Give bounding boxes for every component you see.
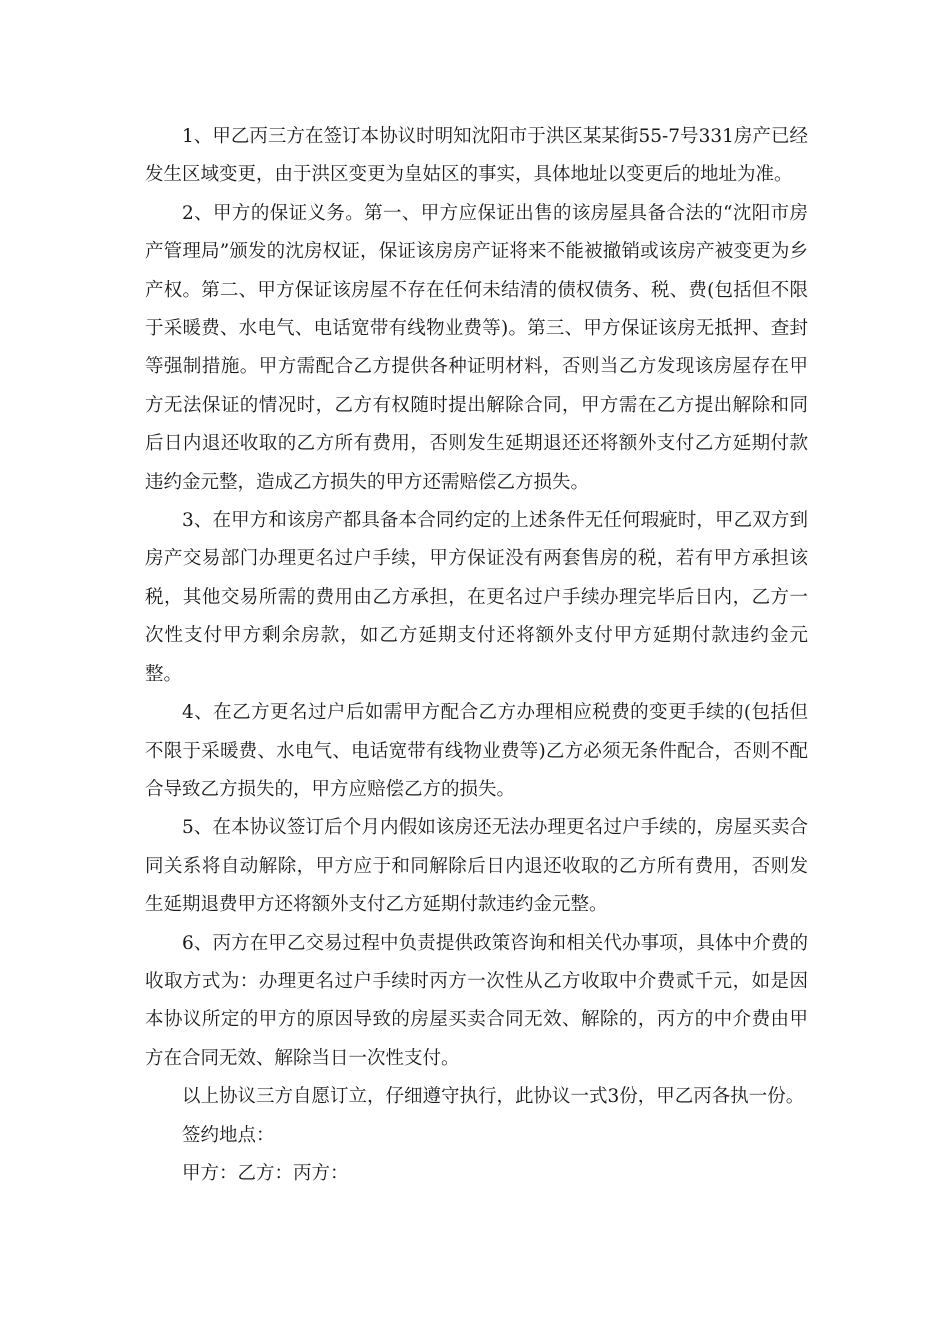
clause-5-paragraph: 5、在本协议签订后个月内假如该房还无法办理更名过户手续的，房屋买卖合同关系将自动解除，甲方应于和同解除后日内退还收取的乙方所有费用，否则发生延期退费甲方还将额外支付乙方延期付款违约金元整。 [145, 817, 808, 916]
clause-1-paragraph: 1、甲乙丙三方在签订本协议时明知沈阳市于洪区某某街55-7号331房产已经发生区域变更，由于洪区变更为皇姑区的事实，具体地址以变更后的地址为准。 [145, 126, 808, 186]
document-body [145, 118, 808, 1193]
closing-paragraph: 以上协议三方自愿订立，仔细遵守执行，此协议一式3份，甲乙丙各执一份。 [182, 1086, 805, 1108]
clause-3-paragraph: 3、在甲方和该房产都具备本合同约定的上述条件无任何瑕疵时，甲乙双方到房产交易部门办理更名过户手续，甲方保证没有两套售房的税，若有甲方承担该税，其他交易所需的费用由乙方承担，在更名过户手续办理完毕后日内，乙方一次性支付甲方剩余房款，如乙方延期支付还将额外支付甲方延期付款违约金元整。 [145, 510, 808, 685]
clause-4-paragraph: 4、在乙方更名过户后如需甲方配合乙方办理相应税费的变更手续的(包括但不限于采暖费、水电气、电话宽带有线物业费等)乙方必须无条件配合，否则不配合导致乙方损失的，甲方应赔偿乙方的损失。 [145, 702, 808, 800]
signature-parties-line: 甲方：乙方：丙方： [182, 1162, 349, 1184]
clause-2-paragraph: 2、甲方的保证义务。第一、甲方应保证出售的该房屋具备合法的“沈阳市房产管理局”颁发的沈房权证，保证该房房产证将来不能被撤销或该房产被变更为乡产权。第二、甲方保证该房屋不存在任何未结清的债权债务、税、费(包括但不限于采暖费、水电气、电话宽带有线物业费等)。第三、甲方保证该房无抵押、查封等强制措施。甲方需配合乙方提供各种证明材料，否则当乙方发现该房屋存在甲方无法保证的情况时，乙方有权随时提出解除合同，甲方需在乙方提出解除和同后日内退还收取的乙方所有费用，否则发生延期退还还将额外支付乙方延期付款违约金元整，造成乙方损失的甲方还需赔偿乙方损失。 [145, 202, 808, 493]
clause-6-paragraph: 6、丙方在甲乙交易过程中负责提供政策咨询和相关代办事项，具体中介费的收取方式为：办理更名过户手续时丙方一次性从乙方收取中介费贰千元，如是因本协议所定的甲方的原因导致的房屋买卖合同无效、解除的，丙方的中介费由甲方在合同无效、解除当日一次性支付。 [145, 932, 808, 1069]
signing-location-line: 签约地点： [182, 1124, 275, 1146]
